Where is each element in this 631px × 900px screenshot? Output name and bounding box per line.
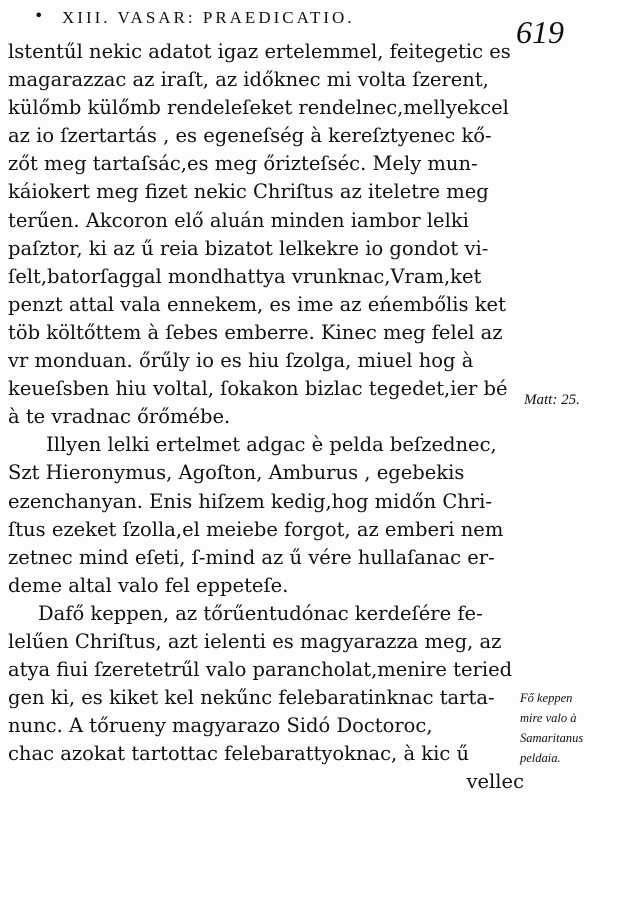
text-line: vr monduan. őrűly io es hiu ſzolga, miuel hog à bbox=[8, 349, 474, 373]
margin-scripture-reference: Matt: 25. bbox=[524, 392, 580, 408]
paragraph-start-line: Dafő keppen, az tőrűentudónac kerdeſére fe- bbox=[38, 601, 483, 625]
running-head: XIII. VASAR: PRAEDICATIO. bbox=[62, 8, 355, 27]
margin-note bbox=[520, 688, 583, 768]
text-line: az io ſzertartás , es egeneſség à kereſztyenec kő- bbox=[8, 124, 492, 148]
text-line: külőmb külőmb rendeleſeket rendelnec,mellyekcel bbox=[8, 96, 509, 120]
margin-note-line: mire valo à bbox=[520, 711, 577, 725]
text-line: paſztor, ki az ű reia bizatot lelkekre io gondot vi- bbox=[8, 236, 489, 260]
text-line: terűen. Akcoron elő aluán minden iambor lelki bbox=[8, 208, 469, 232]
text-line: ſelt,batorſaggal mondhattya vrunknac,Vram,ket bbox=[8, 264, 482, 288]
text-line: magarazzac az iraſt, az időknec mi volta ſzerent, bbox=[8, 68, 489, 92]
text-line: gen ki, es kiket kel nekűnc felebaratinknac tarta- bbox=[8, 686, 495, 710]
body-text bbox=[8, 38, 526, 797]
text-line: zőt meg tartaſsác,es meg őrizteſséc. Mely mun- bbox=[8, 152, 478, 176]
text-line: keueſsben hiu voltal, ſokakon bizlac tegedet,ier bé bbox=[8, 377, 508, 401]
catchword: vellec bbox=[466, 770, 524, 794]
page-number: 619 bbox=[516, 14, 564, 50]
text-line: Szt Hieronymus, Agoſton, Amburus , egebekis bbox=[8, 461, 465, 485]
text-line: à te vradnac őrőmébe. bbox=[8, 405, 231, 429]
text-line: atya fiui ſzeretetrűl valo parancholat,menire teried bbox=[8, 658, 513, 682]
text-line: penzt attal vala ennekem, es ime az eńembőlis ket bbox=[8, 292, 506, 316]
margin-note-line: peldaia. bbox=[520, 751, 561, 765]
text-line: deme altal valo fel eppeteſe. bbox=[8, 573, 289, 597]
text-line: ezenchanyan. Enis hiſzem kedig,hog midőn Chri- bbox=[8, 489, 492, 513]
text-line: zetnec mind eſeti, ſ-mind az ű vére hullaſanac er- bbox=[8, 545, 495, 569]
text-line: lstentűl nekic adatot igaz ertelemmel, feitegetic es bbox=[8, 40, 511, 63]
text-line: káiokert meg fizet nekic Chriſtus az iteletre meg bbox=[8, 180, 489, 204]
margin-note-line: Fő keppen bbox=[520, 691, 573, 705]
header-bullet: • bbox=[34, 6, 44, 25]
text-line: töb költőttem à ſebes emberre. Kinec meg felel az bbox=[8, 320, 503, 344]
text-line: chac azokat tartottac felebarattyoknac, à kic ű bbox=[8, 742, 470, 766]
text-line: nunc. A tőrueny magyarazo Sidó Doctoroc, bbox=[8, 714, 433, 738]
margin-note-line: Samaritanus bbox=[520, 731, 584, 745]
text-line: ſtus ezeket ſzolla,el meiebe forgot, az emberi nem bbox=[8, 517, 504, 541]
paragraph-start-line: Illyen lelki ertelmet adgac è pelda beſzednec, bbox=[46, 433, 497, 457]
text-line: lelűen Chriſtus, azt ielenti es magyarazza meg, az bbox=[8, 629, 502, 653]
